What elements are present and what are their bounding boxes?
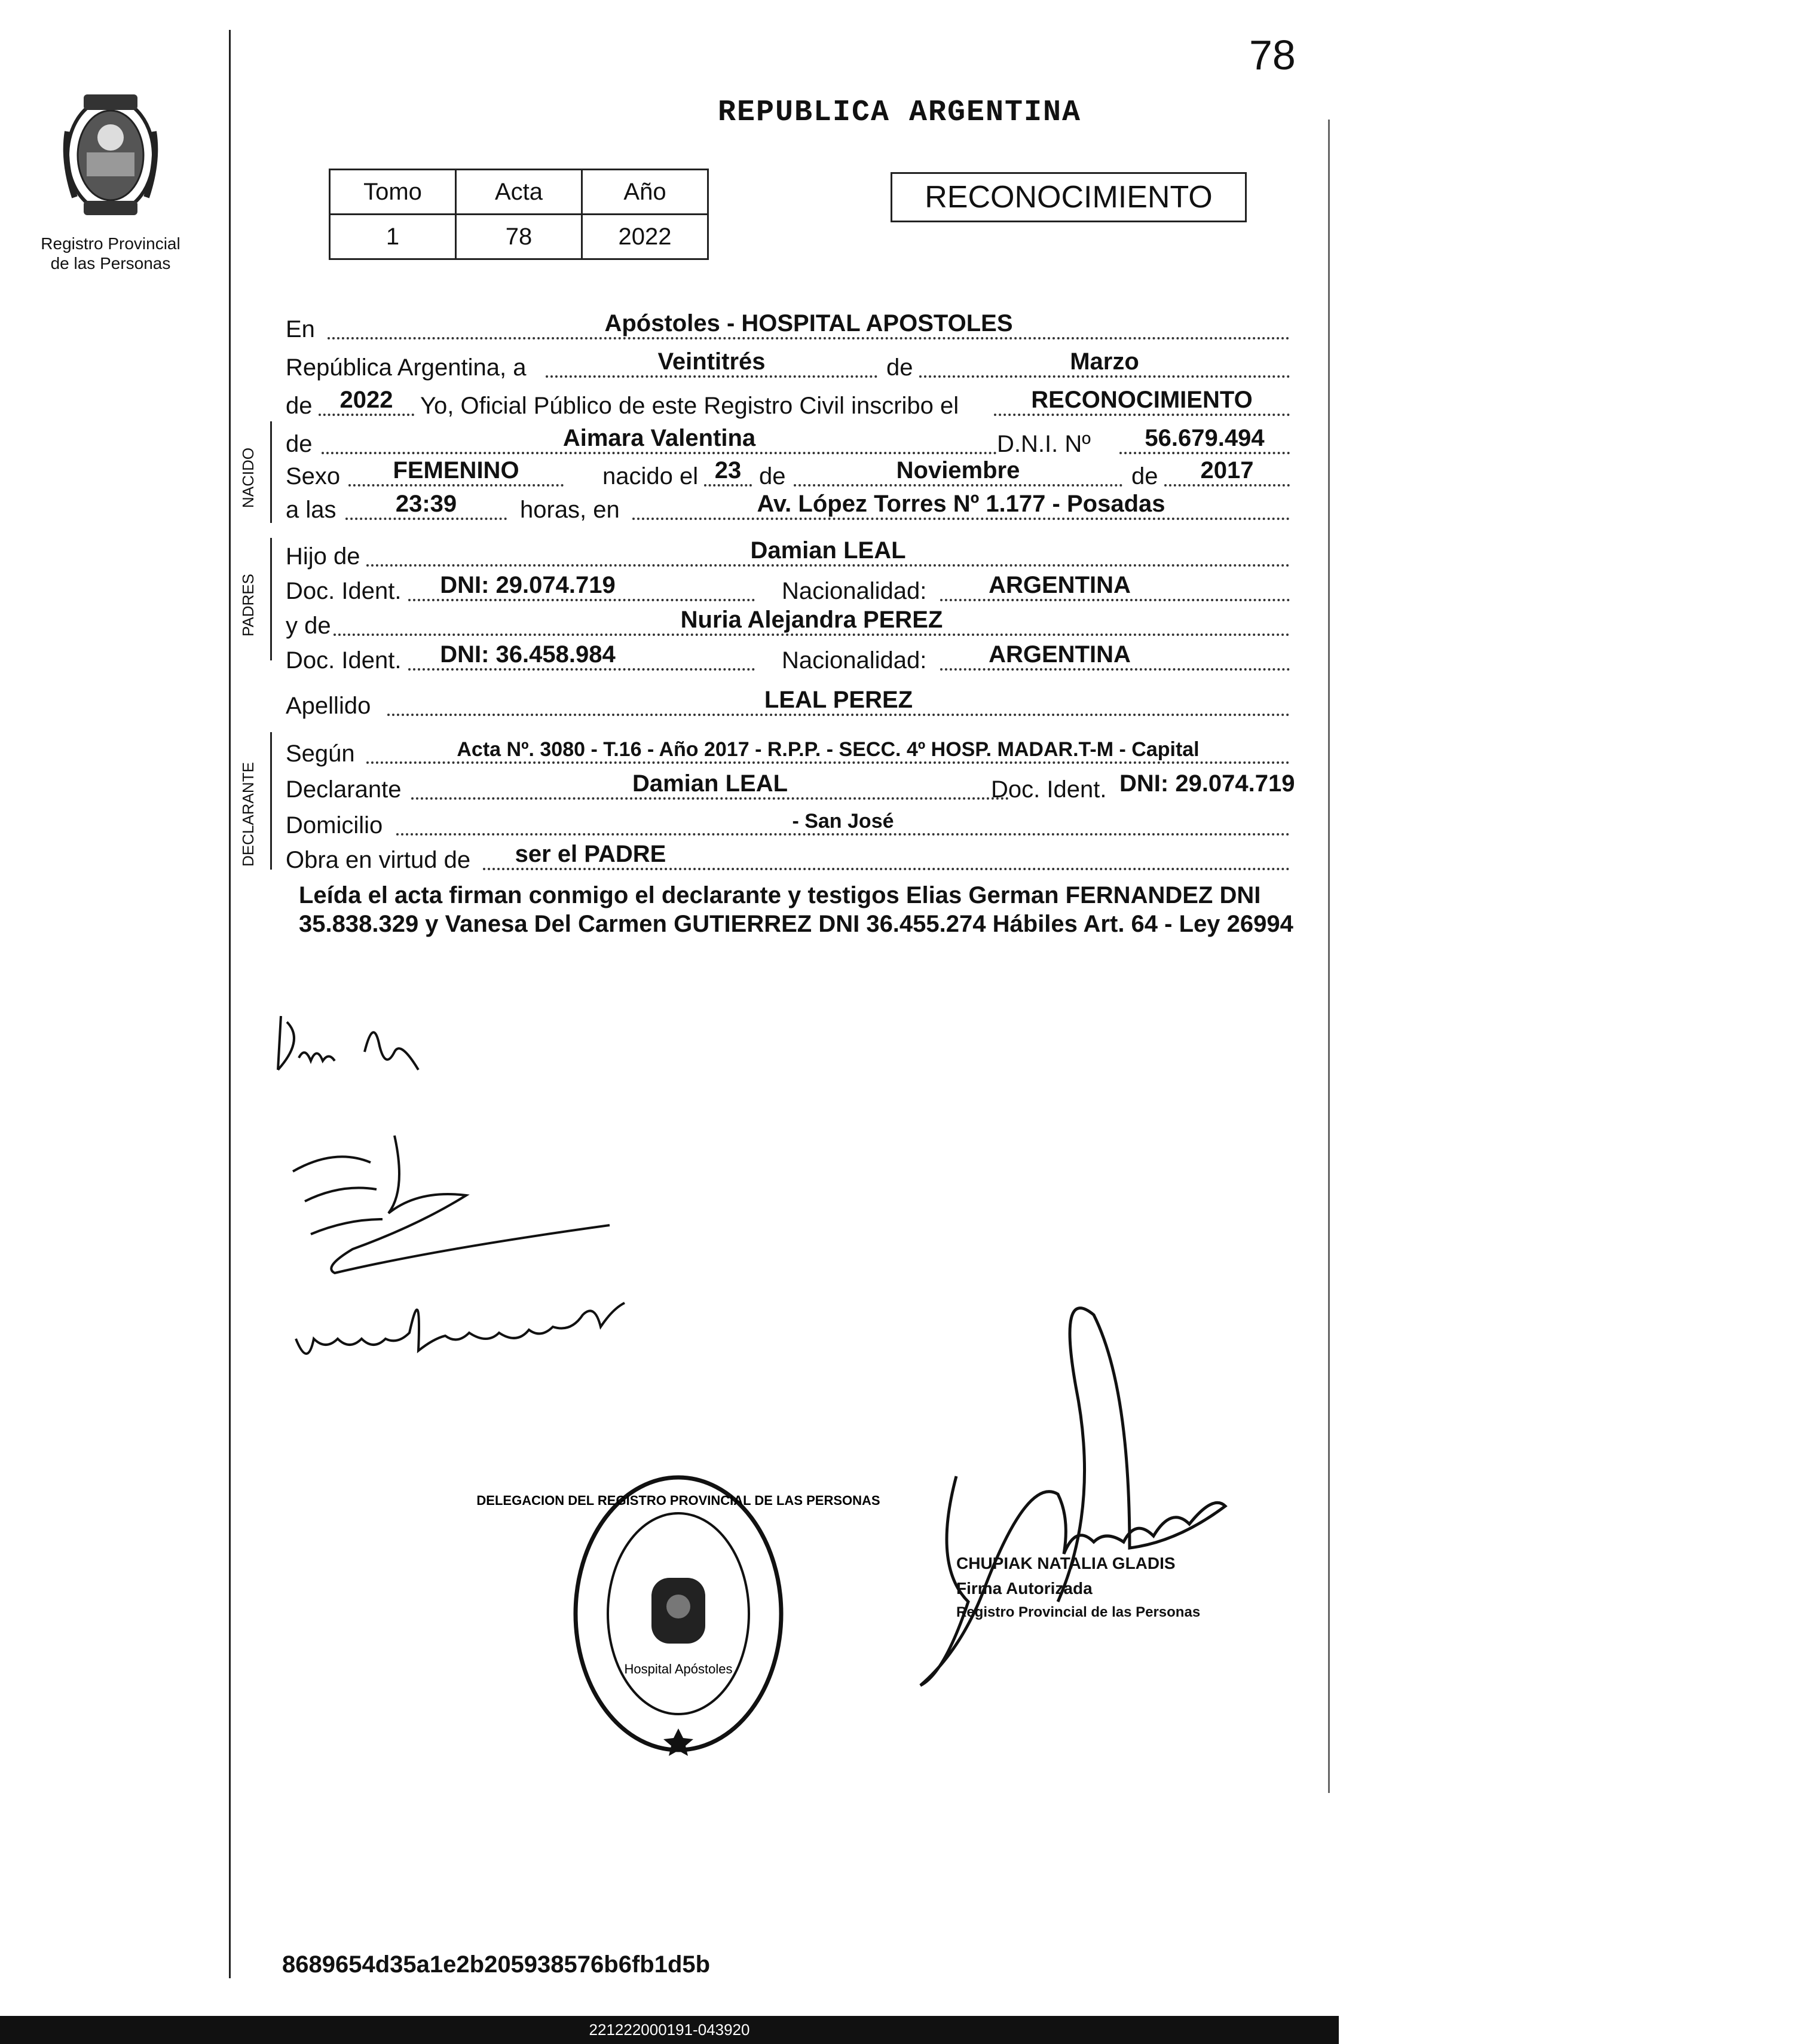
document-hash: 8689654d35a1e2b205938576b6fb1d5b [282,1951,711,1978]
row-declarante [286,771,1302,803]
de-label: de [886,354,913,381]
domicilio-value: - San José [792,810,894,833]
nac2-label: Nacionalidad: [782,647,927,674]
seal-inner-text: Hospital Apóstoles [624,1661,733,1676]
row-padre [286,538,1302,570]
row-domicilio [286,807,1302,839]
name-value: Aimara Valentina [562,425,756,451]
horas-label: horas, en [520,497,620,523]
en-value: Apóstoles - HOSPITAL APOSTOLES [604,310,1013,336]
ref-value-tomo: 1 [330,215,456,259]
row-fecha [286,349,1302,381]
nacido-side-label: NACIDO [239,447,257,508]
row-madre [286,607,1302,639]
de2-label: de [286,393,313,419]
ref-value-anio: 2022 [582,215,708,259]
alas-label: a las [286,497,336,523]
obra-value: ser el PADRE [515,841,666,867]
lugar-value: Av. López Torres Nº 1.177 - Posadas [757,491,1165,517]
page-number: 78 [1249,32,1296,78]
row-en [286,311,1302,343]
official-office: Registro Provincial de las Personas [956,1604,1201,1620]
declarant-signature-icon [269,1004,448,1088]
en-label: En [286,316,315,342]
birth-year: 2017 [1200,457,1254,484]
padres-side-label: PADRES [239,574,257,637]
closing-text: Leída el acta firman conmigo el declarante y testigos Elias German FERNANDEZ DNI 35.838.329 y Vanesa Del Carmen GUTIERREZ DNI 36.455.274 Hábiles Art. 64 - Ley 26994 [299,882,1293,937]
de3-label: de [759,463,786,489]
month-value: Marzo [1070,348,1139,375]
name-label: de [286,431,313,457]
left-margin-line [229,30,231,1978]
yde-label: y de [286,613,331,639]
ref-header-tomo: Tomo [330,170,456,215]
de4-label: de [1131,463,1158,489]
seal-text: DELEGACION DEL REGISTRO PROVINCIAL DE LAS PERSONAS [476,1493,880,1508]
birth-month: Noviembre [896,457,1020,484]
nac1-value: ARGENTINA [989,572,1131,598]
hora-value: 23:39 [395,491,457,517]
row-segun [286,735,1302,767]
ref-value-acta: 78 [456,215,582,259]
republica-label: República Argentina, a [286,354,527,381]
doc1-value: DNI: 29.074.719 [440,572,616,598]
official-signature-icon [879,1267,1261,1697]
dni-value: 56.679.494 [1145,425,1265,451]
logo-caption-line1: Registro Provincial [41,234,180,253]
doc1-label: Doc. Ident. [286,578,402,604]
oficial-text: Yo, Oficial Público de este Registro Civil inscribo el [420,393,959,419]
padre-value: Damian LEAL [750,537,906,564]
row-nombre [286,426,1302,458]
footer-code: 221222000191-043920 [0,2016,1339,2044]
reference-table [329,169,709,260]
year-value: 2022 [339,387,393,413]
declarante-value: Damian LEAL [632,770,788,797]
obra-label: Obra en virtud de [286,847,471,873]
right-margin-line [1328,120,1330,1793]
act-type-box: RECONOCIMIENTO [891,172,1247,222]
row-hora [286,491,1302,524]
ref-header-acta: Acta [456,170,582,215]
segun-value: Acta Nº. 3080 - T.16 - Año 2017 - R.P.P. - SECC. 4º HOSP. MADAR.T-M - Capital [457,738,1200,761]
row-sexo [286,458,1302,490]
day-value: Veintitrés [657,348,766,375]
row-doc-padre [286,573,1302,605]
apellido-value: LEAL PEREZ [764,687,913,713]
registry-seal-icon [476,1470,880,1757]
nac2-value: ARGENTINA [989,641,1131,668]
ref-header-anio: Año [582,170,708,215]
row-obra [286,842,1302,874]
madre-value: Nuria Alejandra PEREZ [680,607,943,633]
logo-caption-line2: de las Personas [50,254,171,273]
row-inscripcion [286,387,1302,420]
apellido-label: Apellido [286,693,371,719]
witness2-signature-icon [290,1267,672,1375]
hijo-label: Hijo de [286,543,360,570]
doc2-value: DNI: 36.458.984 [440,641,616,668]
doc3-value: DNI: 29.074.719 [1119,770,1295,797]
domicilio-label: Domicilio [286,812,383,839]
row-apellido [286,687,1302,720]
doc2-label: Doc. Ident. [286,647,402,674]
official-name: CHUPIAK NATALIA GLADIS [956,1554,1176,1572]
row-doc-madre [286,642,1302,674]
segun-label: Según [286,741,355,767]
official-role: Firma Autorizada [956,1579,1093,1598]
nacido-label: nacido el [602,463,699,489]
witness1-signature-icon [287,1130,645,1285]
birth-day: 23 [714,457,742,484]
dni-label: D.N.I. Nº [997,431,1091,457]
doc3-label: Doc. Ident. [991,776,1107,803]
nac1-label: Nacionalidad: [782,578,927,604]
document-title: REPUBLICA ARGENTINA [717,96,1082,130]
inscribo-value: RECONOCIMIENTO [1031,387,1253,413]
declarante-label: Declarante [286,776,402,803]
sexo-value: FEMENINO [393,457,519,484]
declarante-side-label: DECLARANTE [239,762,257,867]
sexo-label: Sexo [286,463,341,489]
